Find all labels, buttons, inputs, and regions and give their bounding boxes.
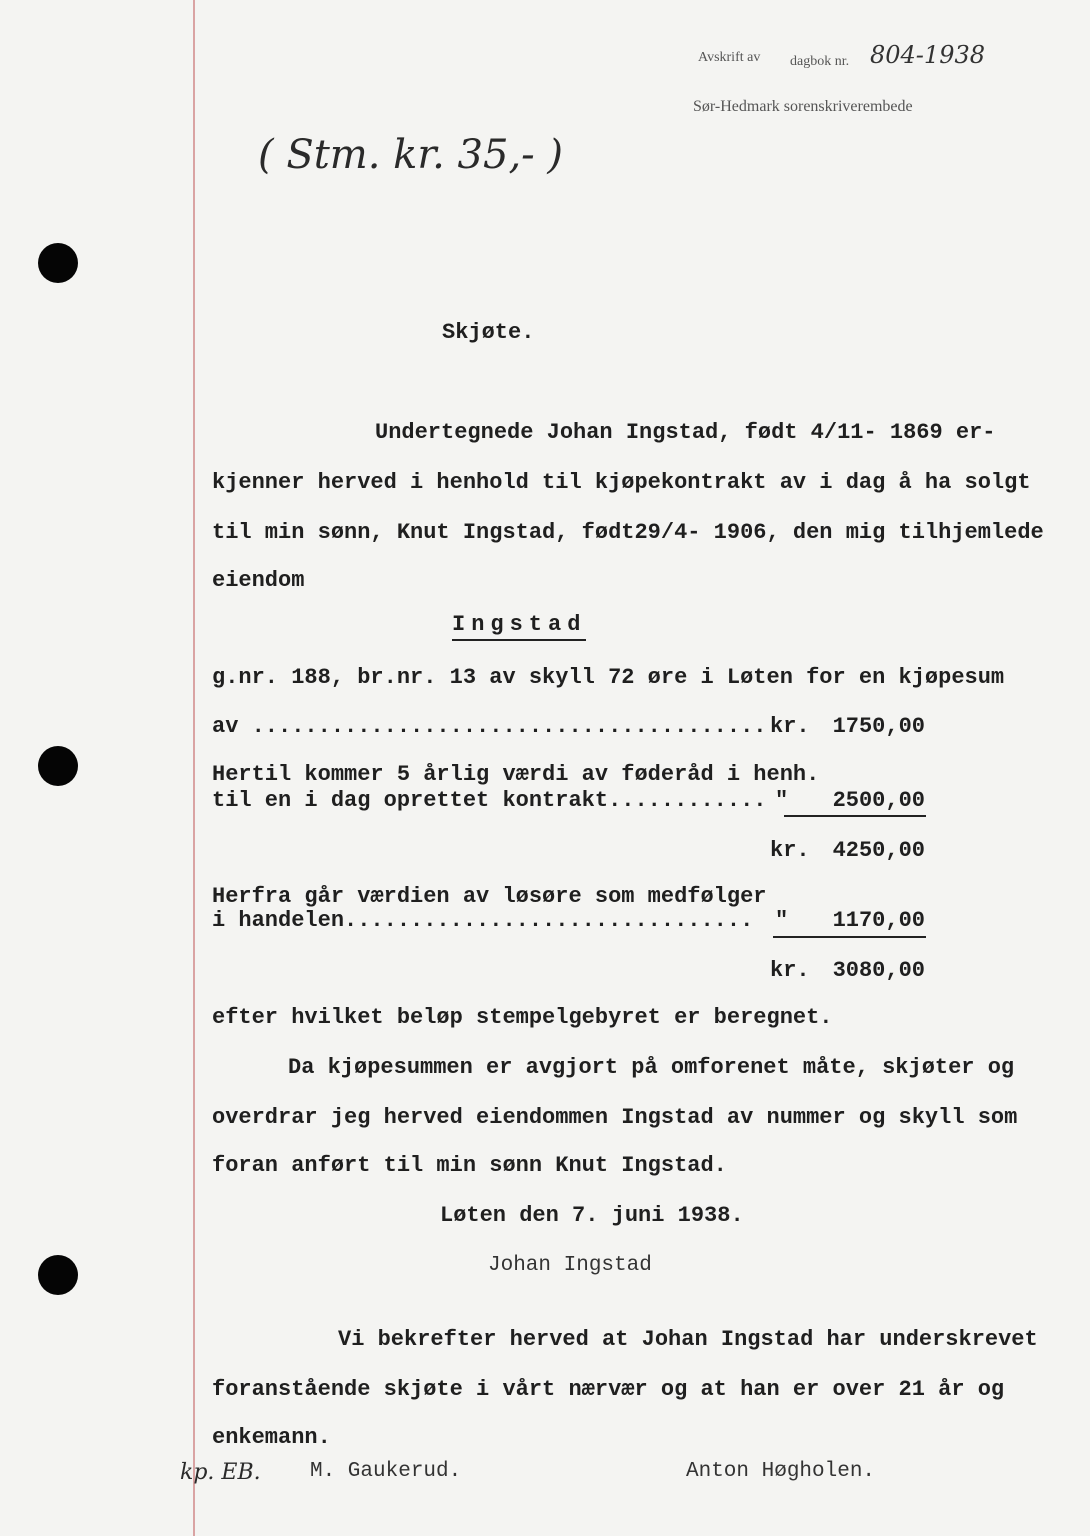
calc-subtotal-amount: 4250,00 <box>832 838 925 863</box>
calc-row-losore-amount: 1170,00 <box>832 908 925 933</box>
handwritten-stamp-fee: ( Stm. kr. 35,- ) <box>258 132 563 178</box>
calc-row-losore-text: i handelen............................... <box>212 908 754 933</box>
witness-2-signature: Anton Høgholen. <box>686 1460 876 1483</box>
stamp-journal-number: 804-1938 <box>870 41 985 69</box>
after-calc-line: efter hvilket beløp stempelgebyret er beregnet. <box>212 1005 833 1030</box>
margin-rule <box>193 0 195 1536</box>
witness-statement-line: enkemann. <box>212 1425 331 1450</box>
property-name: Ingstad <box>452 612 586 641</box>
stamp-copy-label: Avskrift av <box>698 50 761 65</box>
witness-statement-line: Vi bekrefter herved at Johan Ingstad har underskrevet <box>338 1327 1038 1352</box>
document-title: Skjøte. <box>442 320 535 345</box>
calc-row-foderaad-amount: 2500,00 <box>832 788 925 813</box>
calc-total-amount: 3080,00 <box>832 958 925 983</box>
transfer-paragraph-line: foran anført til min sønn Knut Ingstad. <box>212 1153 727 1178</box>
calc-row-purchase-unit: kr. <box>770 714 810 739</box>
witness-statement-line: foranstående skjøte i vårt nærvær og at han er over 21 år og <box>212 1377 1005 1402</box>
calc-row-losore-text: Herfra går værdien av løsøre som medfølger <box>212 884 767 909</box>
calc-subtotal-unit: kr. <box>770 838 810 863</box>
transfer-paragraph-line: Da kjøpesummen er avgjort på omforenet måte, skjøter og <box>288 1055 1015 1080</box>
property-description: g.nr. 188, br.nr. 13 av skyll 72 øre i Løten for en kjøpesum <box>212 665 1005 690</box>
intro-line: eiendom <box>212 568 305 593</box>
sum-rule <box>773 936 926 938</box>
calc-total-unit: kr. <box>770 958 810 983</box>
handwritten-copy-note: kp. EB. <box>180 1460 261 1485</box>
place-date: Løten den 7. juni 1938. <box>440 1203 744 1228</box>
intro-line: kjenner herved i henhold til kjøpekontrakt av i dag å ha solgt <box>212 470 1031 495</box>
stamp-office-name: Sør-Hedmark sorenskriverembede <box>693 98 913 115</box>
calc-row-foderaad-text: Hertil kommer 5 årlig værdi av føderåd i henh. <box>212 762 820 787</box>
intro-line: Undertegnede Johan Ingstad, født 4/11- 1869 er- <box>375 420 996 445</box>
stamp-journal-label: dagbok nr. <box>790 54 850 69</box>
calc-row-purchase-text: av ....................................... <box>212 714 767 739</box>
punch-hole-icon <box>38 1255 78 1295</box>
calc-row-foderaad-text: til en i dag oprettet kontrakt............ <box>212 788 767 813</box>
transfer-paragraph-line: overdrar jeg herved eiendommen Ingstad av nummer og skyll som <box>212 1105 1018 1130</box>
intro-line: til min sønn, Knut Ingstad, født29/4- 1906, den mig tilhjemlede <box>212 520 1044 545</box>
punch-hole-icon <box>38 746 78 786</box>
sum-rule <box>784 815 926 817</box>
calc-row-foderaad-unit: " <box>775 788 789 813</box>
witness-1-signature: M. Gaukerud. <box>310 1460 462 1483</box>
punch-hole-icon <box>38 243 78 283</box>
calc-row-losore-unit: " <box>775 908 789 933</box>
seller-signature: Johan Ingstad <box>488 1254 652 1277</box>
calc-row-purchase-amount: 1750,00 <box>832 714 925 739</box>
